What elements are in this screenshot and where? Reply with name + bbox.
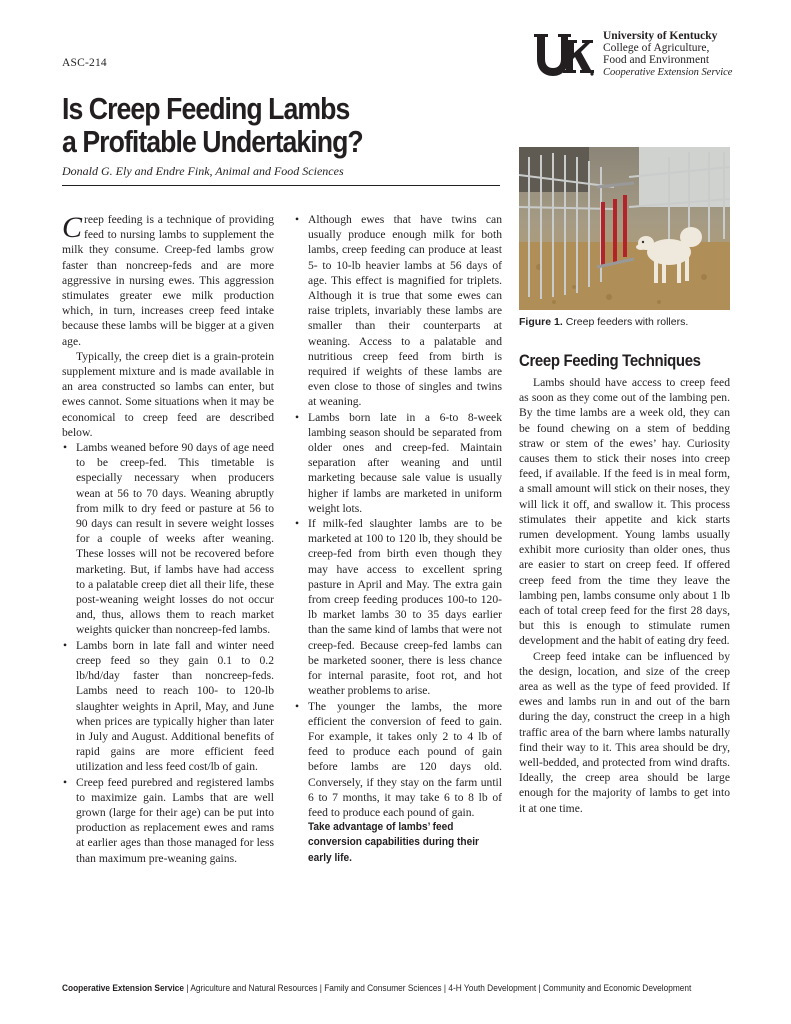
bullet-icon: •	[63, 441, 68, 455]
figure-photo	[519, 147, 730, 310]
page-footer: Cooperative Extension Service | Agriculture and Natural Resources | Family and Consumer Sciences | 4-H Youth Development | Community and Economic Development	[62, 983, 692, 993]
list-item: • Although ewes that have twins can usually produce enough milk for both lambs, creep feeding can produce at least 5- to 10-lb heavier lambs at 56 days of age. This effect is magnified for triplets. Although it is true that some ewes can raise triplets, invariably these lambs are smaller than their counterparts at weaning. Access to a palatable and nutritious creep feed from birth is required if weights of these lambs are even close to those of singles and twins at weaning.	[295, 213, 502, 409]
uk-logo	[533, 30, 595, 78]
extension-service: Cooperative Extension Service	[603, 67, 733, 78]
page-title	[62, 93, 440, 158]
bullet-icon: •	[295, 213, 300, 226]
university-name: University of Kentucky	[603, 30, 718, 42]
list-item: • Lambs born late in a 6-to 8-week lambing season should be separated from older ones and creep-fed. Maintain separation after weaning and until marketing because sale value is usually higher if lambs are marketed in uniform weight lots.	[295, 410, 502, 515]
list-item: • The younger the lambs, the more efficient the conversion of feed to gain. For example, it takes only 2 to 4 lb of feed to produce each pound of gain before lambs are 120 days old. Conversely, if they stay on the farm until 6 to 7 months, it may take 6 to 8 lb of feed to produce each pound of gain. Take advantage of lambs’ feed conversion capabilities during their early life.	[294, 699, 502, 866]
bullet-icon: •	[295, 410, 300, 424]
figure-caption: Figure 1. Creep feeders with rollers.	[519, 316, 689, 328]
institution-block	[603, 30, 732, 79]
bullet-icon: •	[295, 517, 300, 531]
title-line-1: Is Creep Feeding Lambs	[62, 91, 350, 126]
column-1	[62, 212, 274, 866]
authors: Donald G. Ely and Endre Fink, Animal and Food Sciences	[62, 164, 344, 178]
publication-number: ASC-214	[62, 57, 107, 69]
drop-cap: C	[62, 211, 83, 244]
intro-paragraph-2: Typically, the creep diet is a grain-protein supplement mixture and is made available in an area constructed so lambs can enter, but ewes cannot. Some situations when it may be economical to creep feed are described below.	[62, 349, 274, 439]
title-divider	[62, 185, 500, 186]
list-item: • Lambs weaned before 90 days of age need to be creep-fed. This timetable is especially necessary when producers wean at 56 to 70 days. Weaning abruptly from milk to dry feed or pasture at 56 to 90 days can result in severe weight losses for a couple of weeks after weaning. These losses will not be recovered before marketing. But, if lambs have had access to a palatable creep diet all their life, these post-weaning weight losses do not occur and, thus, allows them to reach market weights quicker than noncreep-fed lambs.	[63, 441, 274, 637]
list-item: • Lambs born in late fall and winter need creep feed so they gain 0.1 to 0.2 lb/hd/day faster than noncreep-feds. Lambs need to reach 100- to 120-lb slaughter weights in April, May, and June when prices are typically higher than later in July and August. Additional benefits of rapid gains are more efficient feed utilization and less feed cost/lb of gain.	[63, 638, 274, 774]
section-heading: Creep Feeding Techniques	[519, 351, 701, 370]
figure-label: Figure 1.	[519, 316, 563, 328]
intro-paragraph-1: Creep feeding is a technique of providing feed to nursing lambs to supplement the milk they consume. Creep-fed lambs grow faster than noncreep-feds and are more aggressive in nursing ewes. This aggression stimulates greater ewe milk production which, in turn, increases creep feed intake because these lambs will be bigger at a given age.	[62, 211, 274, 348]
situations-list	[62, 440, 274, 866]
list-item: • Creep feed purebred and registered lambs to maximize gain. Lambs that are well grown (large for their age) can be put into production as replacement ewes and rams at earlier ages than those managed for less than maximum pre-weaning gains.	[63, 775, 274, 865]
creep-feeder-photo	[519, 147, 730, 310]
footer-programs: Agriculture and Natural Resources | Family and Consumer Sciences | 4-H Youth Development | Community and Economic Development	[190, 983, 692, 993]
footer-lead: Cooperative Extension Service	[62, 983, 185, 993]
bullet-icon: •	[63, 638, 68, 652]
bullet-icon: •	[295, 699, 300, 713]
section-paragraph-1: Lambs should have access to creep feed as soon as they come out of the lambing pen. By the time lambs are a week old, they can be found chewing on a stem of bedding straw or stem of the ewes’ hay. Curiosity causes them to stick their noses into creep feed, if available. If the feed is in meal form, a small amount will stick on their noses, they will lick it off, and swallow it. This process stimulates their appetite and kick starts rumen development. Young lambs usually exhibit more curiosity than older ones, thus are easier to start on creep feed. If offered creep feed from the time they leave the lambing pen, lambs consume only about 1 lb each of total creep feed for the first 28 days, but this is enough to stimulate rumen development and the habit of eating dry feed.	[519, 376, 730, 648]
title-line-2: a Profitable Undertaking?	[62, 123, 363, 159]
bullet-icon: •	[63, 775, 68, 789]
section-paragraph-2: Creep feed intake can be influenced by the design, location, and size of the creep area as well as the type of feed provided. If ewes and lambs run in and out of the barn during the day, construct the creep in a high traffic area of the barn where lambs naturally find their way to it. This area should be dry, well-bedded, and protected from wind drafts. Ideally, the creep area should be large enough for the majority of lambs to get into it at one time.	[519, 649, 730, 815]
column-3	[519, 375, 730, 816]
situations-list-continued	[294, 212, 502, 866]
college-line-1: College of Agriculture,	[603, 42, 710, 54]
column-2	[294, 212, 502, 866]
college-line-2: Food and Environment	[603, 54, 710, 66]
emphasis-callout: Take advantage of lambs’ feed conversion capabilities during their early life.	[308, 821, 479, 864]
list-item: • If milk-fed slaughter lambs are to be marketed at 100 to 120 lb, they should be creep-fed from birth even though they may have access to excellent spring pasture in April and May. The extra gain from creep feeding produces 100-to 120-lb market lambs 30 to 35 days earlier than the same kind of lambs that were not creep-fed. Because creep-fed lambs can be marketed sooner, there is less chance for internal parasite, foot rot, and hot weather problems to arise.	[295, 517, 502, 698]
